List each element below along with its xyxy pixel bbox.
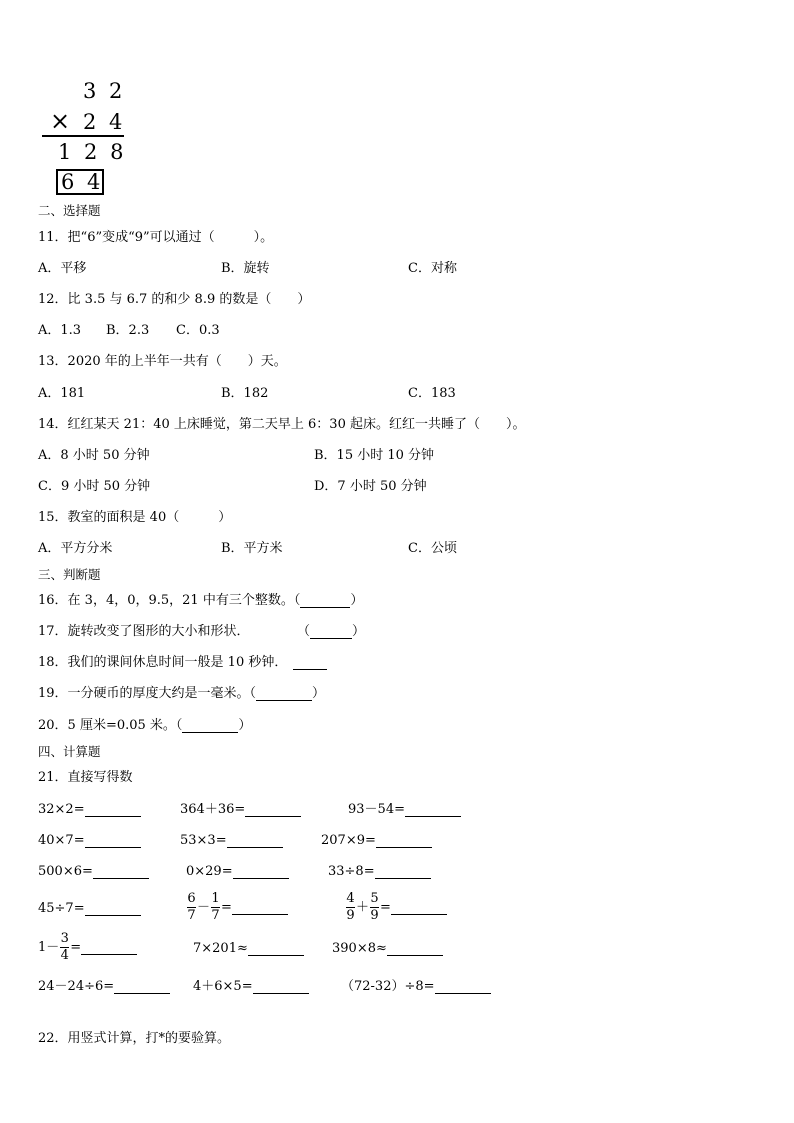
calc-answer-blank[interactable] [245, 803, 301, 817]
q13-option-b: B．182 [221, 386, 269, 401]
calc-item [321, 833, 432, 849]
q20-answer-blank[interactable] [182, 719, 238, 733]
q12-option-a: A．1.3 [38, 323, 82, 338]
calc-answer-blank[interactable] [248, 942, 304, 956]
calc-expression: 33÷8= [328, 864, 375, 879]
q17-answer-blank[interactable] [310, 625, 352, 639]
calc-expression: 7×201≈ [193, 941, 248, 956]
equals: = [380, 899, 391, 915]
calc-item [180, 802, 301, 818]
calc-answer-blank[interactable] [435, 980, 491, 994]
multiplicand: 3 2 [83, 79, 126, 103]
denominator: 9 [370, 908, 379, 923]
multiply-sign: × [50, 107, 71, 135]
question-13: 13．2020 年的上半年一共有（ ）天。 [38, 354, 287, 369]
equals: = [221, 899, 232, 915]
calc-item [186, 864, 289, 880]
q13-option-c: C．183 [408, 386, 456, 401]
calc-expression: （72-32）÷8= [341, 979, 435, 994]
fraction [60, 932, 69, 963]
numerator: 1 [211, 891, 220, 906]
calc-expression: 93－54= [348, 802, 405, 817]
question-22: 22．用竖式计算，打*的要验算。 [38, 1031, 231, 1046]
calc-item [38, 901, 141, 917]
calc-expression: 207×9= [321, 833, 376, 848]
calc-rule-line [42, 135, 124, 137]
q20-text: 20．5 厘米=0.05 米。（ [38, 718, 183, 733]
question-20 [38, 718, 251, 734]
section-choice-heading: 二、选择题 [38, 203, 101, 218]
calc-item [348, 802, 461, 818]
multiplier: 2 4 [83, 110, 126, 134]
q17-open-paren: （ [297, 624, 311, 639]
denominator: 7 [211, 908, 220, 923]
q19-text: 19．一分硬币的厚度大约是一毫米。（ [38, 686, 257, 701]
calc-answer-blank[interactable] [85, 834, 141, 848]
section-calc-heading: 四、计算题 [38, 744, 101, 759]
q14-option-d: D．7 小时 50 分钟 [314, 479, 427, 494]
calc-answer-blank[interactable] [85, 902, 141, 916]
calc-answer-blank[interactable] [376, 834, 432, 848]
question-19 [38, 686, 325, 702]
q11-option-c: C．对称 [408, 261, 457, 276]
calc-answer-blank[interactable] [387, 942, 443, 956]
calc-answer-blank[interactable] [93, 865, 149, 879]
calc-expression: 390×8≈ [332, 941, 387, 956]
calc-item [180, 833, 283, 849]
q17-close-paren: ） [352, 624, 366, 639]
q16-text: 16．在 3，4，0，9.5，21 中有三个整数。（ [38, 593, 301, 608]
fraction [211, 892, 220, 923]
q15-option-a: A．平方分米 [38, 541, 113, 556]
calc-item [328, 864, 431, 880]
denominator: 7 [187, 908, 196, 923]
calc-item-fraction [186, 892, 288, 923]
fraction [346, 892, 355, 923]
calc-answer-blank[interactable] [114, 980, 170, 994]
q16-close-paren: ） [350, 593, 364, 608]
q14-option-b: B．15 小时 10 分钟 [314, 448, 435, 463]
calc-item [341, 979, 491, 995]
numerator: 6 [187, 891, 196, 906]
calc-expression: 364＋36= [180, 802, 246, 817]
calc-item-fraction [345, 892, 447, 923]
denominator: 9 [346, 908, 355, 923]
partial-product-2: 6 4 [61, 170, 104, 194]
numerator: 3 [60, 931, 69, 946]
numerator: 5 [370, 891, 379, 906]
q14-option-c: C．9 小时 50 分钟 [38, 479, 151, 494]
calc-expression: 40×7= [38, 833, 85, 848]
fraction [187, 892, 196, 923]
q19-close-paren: ） [312, 686, 326, 701]
q12-option-c: C．0.3 [176, 323, 220, 338]
operator: － [197, 899, 211, 915]
calc-answer-blank[interactable] [253, 980, 309, 994]
calc-expression: 4＋6×5= [193, 979, 253, 994]
question-15: 15．教室的面积是 40（ ） [38, 510, 232, 525]
calc-answer-blank[interactable] [375, 865, 431, 879]
section-judge-heading: 三、判断题 [38, 567, 101, 582]
calc-expression: 0×29= [186, 864, 233, 879]
question-11: 11．把“6”变成“9”可以通过（ ）。 [38, 230, 274, 245]
calc-expression: 1－ [38, 939, 60, 955]
calc-expression: 500×6= [38, 864, 93, 879]
calc-expression: 45÷7= [38, 901, 85, 916]
calc-item [38, 979, 170, 995]
calc-item [332, 941, 443, 957]
question-17: 17．旋转改变了图形的大小和形状． [38, 624, 250, 639]
calc-item [38, 864, 149, 880]
boxed-partial-product [56, 169, 104, 195]
numerator: 4 [346, 891, 355, 906]
calc-item [38, 833, 141, 849]
q18-text: 18．我们的课间休息时间一般是 10 秒钟． [38, 655, 288, 670]
calc-answer-blank[interactable] [85, 803, 141, 817]
partial-product-1: 1 2 8 [58, 140, 127, 164]
q20-close-paren: ） [238, 718, 252, 733]
calc-expression: 24－24÷6= [38, 979, 115, 994]
operator: ＋ [356, 899, 370, 915]
q15-option-c: C．公顷 [408, 541, 457, 556]
q11-option-a: A．平移 [38, 261, 87, 276]
q18-answer-blank[interactable] [293, 656, 327, 670]
calc-expression: 32×2= [38, 802, 85, 817]
denominator: 4 [60, 948, 69, 963]
q12-option-b: B．2.3 [106, 323, 150, 338]
q19-answer-blank[interactable] [256, 687, 312, 701]
calc-item [193, 979, 309, 995]
q15-option-b: B．平方米 [221, 541, 283, 556]
equals: = [70, 939, 82, 955]
q13-option-a: A．181 [38, 386, 86, 401]
calc-answer-blank[interactable] [391, 901, 447, 915]
question-12: 12．比 3.5 与 6.7 的和少 8.9 的数是（ ） [38, 292, 311, 307]
question-21: 21．直接写得数 [38, 770, 133, 785]
calc-answer-blank[interactable] [81, 941, 137, 955]
calc-item-fraction [38, 932, 137, 963]
q11-option-b: B．旋转 [221, 261, 270, 276]
fraction [370, 892, 379, 923]
calc-answer-blank[interactable] [405, 803, 461, 817]
question-18 [38, 655, 327, 671]
calc-expression: 53×3= [180, 833, 227, 848]
calc-answer-blank[interactable] [227, 834, 283, 848]
calc-item [193, 941, 304, 957]
calc-answer-blank[interactable] [232, 901, 288, 915]
calc-answer-blank[interactable] [233, 865, 289, 879]
question-14: 14．红红某天 21：40 上床睡觉，第二天早上 6：30 起床。红红一共睡了（ ）。 [38, 417, 526, 432]
q14-option-a: A．8 小时 50 分钟 [38, 448, 150, 463]
q17-answer [297, 624, 365, 640]
question-16 [38, 593, 363, 609]
calc-item [38, 802, 141, 818]
q16-answer-blank[interactable] [300, 594, 350, 608]
